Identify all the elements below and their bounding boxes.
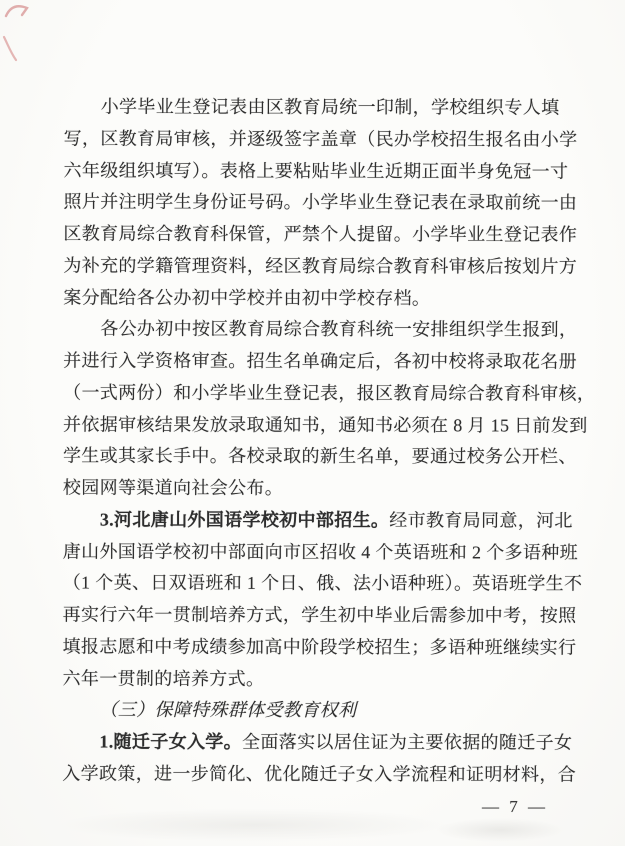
text-line — [63, 504, 577, 537]
text-line: 六年一贯制的培养方式。 — [62, 667, 265, 689]
item-3-bold-lead: 3.河北唐山外国语学校初中部招生。 — [99, 509, 390, 530]
text-line: 入学政策，进一步简化、优化随迁子女入学流程和证明材料，合 — [62, 763, 577, 785]
paragraph — [63, 91, 577, 314]
text-line: 小学毕业生登记表由区教育局统一印制，学校组织专人填 — [100, 96, 560, 118]
text-line: 唐山外国语学校初中部面向市区招收 4 个英语班和 2 个多语种班 — [62, 540, 578, 563]
section-heading: （三）保障特殊群体受教育权利 — [99, 699, 357, 721]
paragraph — [62, 504, 583, 696]
text-line: 照片并注明学生身份证号码。小学毕业生登记表在录取前统一由 — [63, 191, 578, 213]
text-line — [62, 726, 576, 759]
text-line: （一式两份）和小学毕业生登记表，报区教育局综合教育科审核， — [63, 382, 596, 404]
red-pen-mark-icon — [0, 0, 60, 70]
text-line: 校园网等渠道向社会公布。 — [62, 477, 284, 498]
text-line: 学生或其家长手中。各校录取的新生名单，要通过校务公开栏、 — [62, 445, 577, 467]
text-line: 六年级组织填写）。表格上要粘贴毕业生近期正面半身免冠一寸 — [63, 159, 569, 182]
paragraph — [62, 726, 576, 791]
page-number: — 7 — — [482, 797, 548, 816]
text-line: 写，区教育局审核，并逐级签字盖章（民办学校招生报名由小学 — [63, 128, 578, 150]
document-body — [62, 91, 596, 791]
paragraph — [62, 314, 596, 506]
scan-smudge — [435, 818, 565, 842]
text-run: 经市教育局同意，河北 — [389, 509, 573, 531]
text-line: 并进行入学资格审查。招生名单确定后，各初中校将录取花名册 — [63, 350, 577, 372]
text-line: 各公办初中按区教育局综合教育科统一安排组织学生报到， — [100, 318, 578, 340]
text-line: 区教育局综合教育科保管，严禁个人提留。小学毕业生登记表作 — [63, 223, 578, 245]
text-run: 全面落实以居住证为主要依据的随迁子女 — [242, 731, 573, 753]
text-line: 为补充的学籍管理资料，经区教育局综合教育科审核后按划片方 — [63, 255, 578, 277]
text-line: 再实行六年一贯制培养方式，学生初中毕业后需参加中考，按照 — [62, 604, 577, 626]
text-line: 案分配给各公办初中学校并由初中学校存档。 — [63, 286, 431, 308]
item-1-bold-lead: 1.随迁子女入学。 — [99, 731, 243, 752]
text-line: 并依据审核结果发放录取通知书，通知书必须在 8 月 15 日前发到 — [63, 413, 588, 436]
scan-smudge — [55, 808, 455, 842]
text-line: （1 个英、日双语班和 1 个日、俄、法小语种班）。英语班学生不 — [62, 572, 583, 594]
text-line: 填报志愿和中考成绩参加高中阶段学校招生；多语种班继续实行 — [62, 636, 577, 658]
